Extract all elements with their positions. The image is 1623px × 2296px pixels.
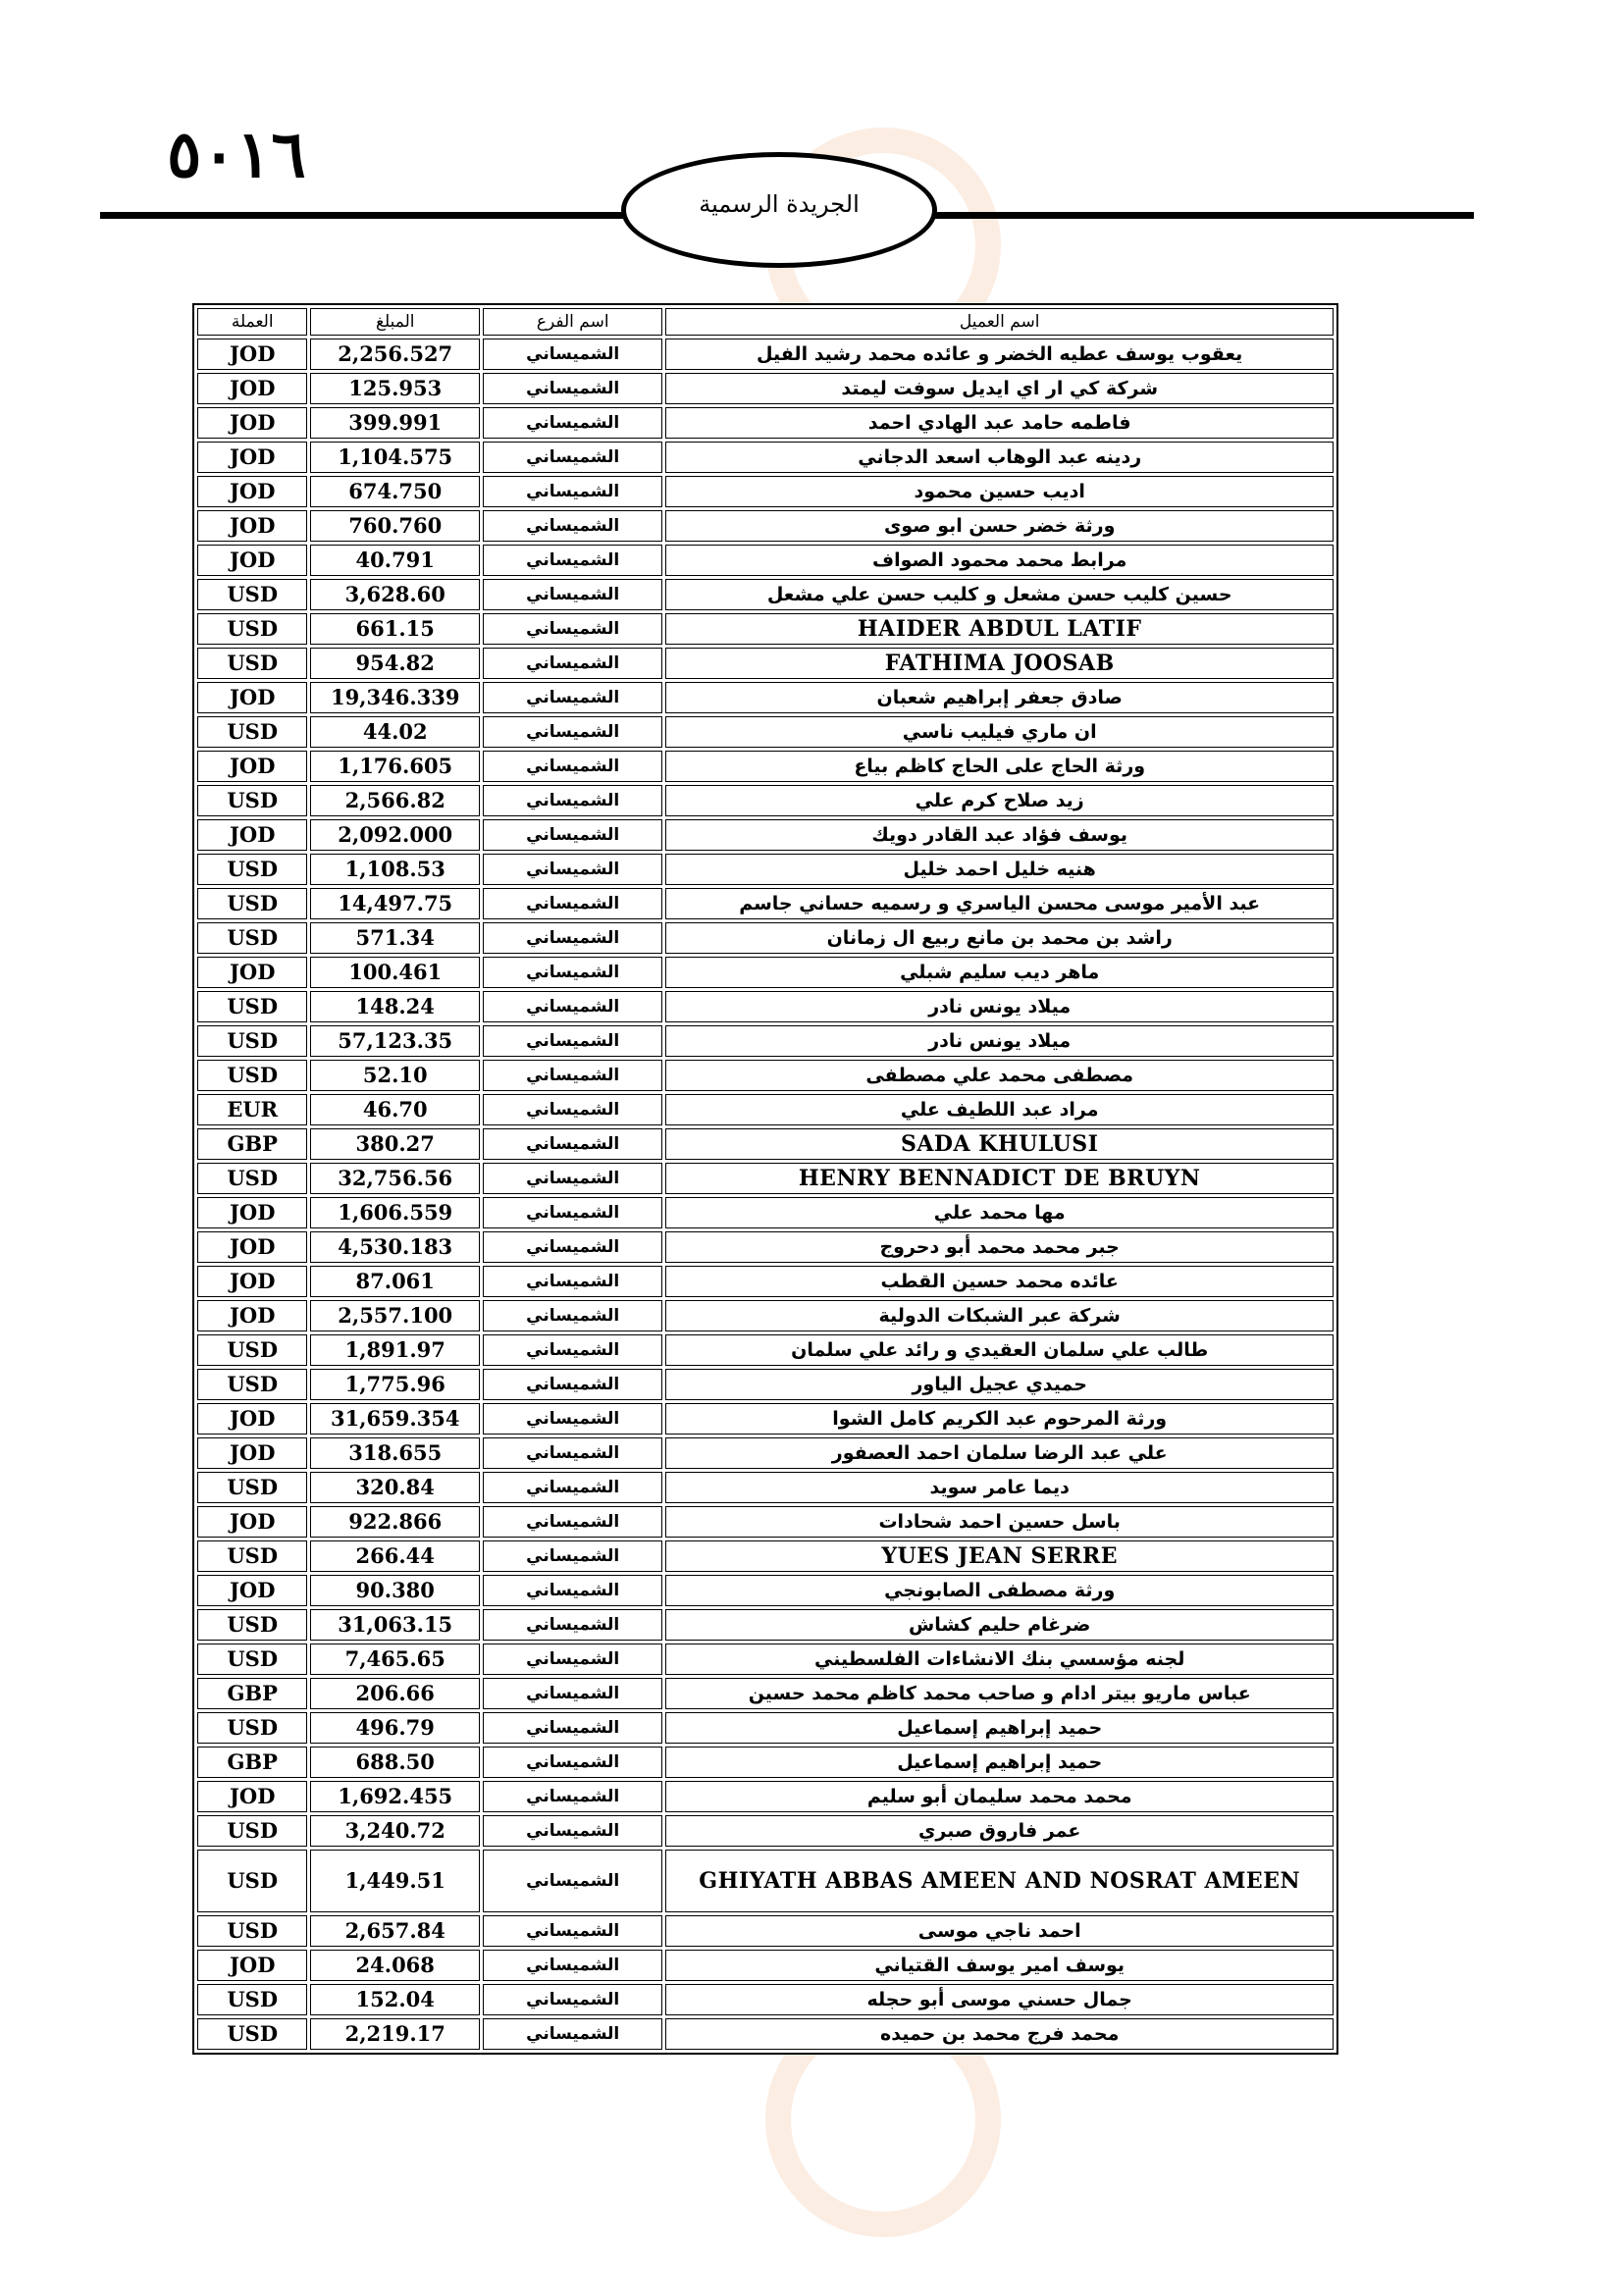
amount-cell: 3,240.72 [310,1815,480,1847]
client-name-cell: حسين كليب حسن مشعل و كليب حسن علي مشعل [665,579,1334,610]
currency-cell: USD [197,785,307,816]
currency-cell: USD [197,1334,307,1366]
branch-cell: الشميساني [483,1334,662,1366]
table-row [197,1025,1334,1057]
branch-cell: الشميساني [483,819,662,851]
currency-cell: JOD [197,1231,307,1263]
client-name-cell: مها محمد علي [665,1197,1334,1228]
client-name-cell: GHIYATH ABBAS AMEEN AND NOSRAT AMEEN [665,1850,1334,1912]
client-name-cell: يوسف فؤاد عبد القادر دويك [665,819,1334,851]
table-body [197,339,1334,2050]
amount-cell: 24.068 [310,1950,480,1981]
branch-cell: الشميساني [483,1128,662,1160]
amount-cell: 4,530.183 [310,1231,480,1263]
currency-cell: JOD [197,407,307,439]
client-name-cell: محمد محمد سليمان أبو سليم [665,1781,1334,1812]
table-row [197,1300,1334,1331]
client-name-cell: عبد الأمير موسى محسن الياسري و رسميه حساني جاسم [665,888,1334,919]
client-name-cell: زيد صلاح كرم علي [665,785,1334,816]
currency-cell: USD [197,1984,307,2015]
currency-cell: JOD [197,545,307,576]
currency-cell: USD [197,922,307,954]
currency-cell: GBP [197,1128,307,1160]
amount-cell: 32,756.56 [310,1163,480,1194]
currency-cell: USD [197,1472,307,1503]
amount-cell: 674.750 [310,476,480,507]
client-name-cell: عمر فاروق صبري [665,1815,1334,1847]
client-name-cell: محمد فرج محمد بن حميده [665,2018,1334,2050]
currency-cell: JOD [197,1506,307,1538]
amount-cell: 760.760 [310,510,480,542]
column-header-branch: اسم الفرع [483,308,662,336]
branch-cell: الشميساني [483,751,662,782]
currency-cell: JOD [197,1197,307,1228]
accounts-table [194,305,1336,2053]
currency-cell: JOD [197,1300,307,1331]
currency-cell: USD [197,1163,307,1194]
currency-cell: JOD [197,476,307,507]
amount-cell: 320.84 [310,1472,480,1503]
amount-cell: 148.24 [310,991,480,1022]
table-row [197,1815,1334,1847]
table-row [197,442,1334,473]
amount-cell: 31,659.354 [310,1403,480,1435]
currency-cell: JOD [197,751,307,782]
table-row [197,751,1334,782]
client-name-cell: ردينه عبد الوهاب اسعد الدجاني [665,442,1334,473]
client-name-cell: حميد إبراهيم إسماعيل [665,1712,1334,1744]
amount-cell: 14,497.75 [310,888,480,919]
branch-cell: الشميساني [483,922,662,954]
table-row [197,1540,1334,1572]
branch-cell: الشميساني [483,373,662,404]
table-row [197,545,1334,576]
table-row [197,1266,1334,1297]
table-row [197,1231,1334,1263]
branch-cell: الشميساني [483,991,662,1022]
amount-cell: 1,692.455 [310,1781,480,1812]
client-name-cell: يوسف امير يوسف القتياني [665,1950,1334,1981]
currency-cell: USD [197,1815,307,1847]
branch-cell: الشميساني [483,1815,662,1847]
branch-cell: الشميساني [483,545,662,576]
table-row [197,1781,1334,1812]
client-name-cell: ديما عامر سويد [665,1472,1334,1503]
currency-cell: USD [197,579,307,610]
currency-cell: JOD [197,682,307,713]
table-row [197,1163,1334,1194]
page-number: ٥٠١٦ [167,116,306,192]
branch-cell: الشميساني [483,1231,662,1263]
table-row [197,991,1334,1022]
currency-cell: USD [197,1060,307,1091]
branch-cell: الشميساني [483,1403,662,1435]
table-row [197,407,1334,439]
branch-cell: الشميساني [483,510,662,542]
amount-cell: 206.66 [310,1678,480,1709]
branch-cell: الشميساني [483,648,662,679]
amount-cell: 44.02 [310,716,480,748]
table-row [197,922,1334,954]
branch-cell: الشميساني [483,613,662,645]
client-name-cell: مرابط محمد محمود الصواف [665,545,1334,576]
table-row [197,613,1334,645]
currency-cell: USD [197,1915,307,1947]
amount-cell: 399.991 [310,407,480,439]
table-row [197,1984,1334,2015]
table-row [197,2018,1334,2050]
client-name-cell: عباس ماريو بيتر ادام و صاحب محمد كاظم محمد حسين [665,1678,1334,1709]
currency-cell: USD [197,648,307,679]
client-name-cell: ورثة الحاج على الحاج كاظم بياع [665,751,1334,782]
currency-cell: USD [197,613,307,645]
amount-cell: 46.70 [310,1094,480,1125]
branch-cell: الشميساني [483,1540,662,1572]
branch-cell: الشميساني [483,1163,662,1194]
table-row [197,1950,1334,1981]
table-row [197,957,1334,988]
currency-cell: USD [197,1609,307,1641]
branch-cell: الشميساني [483,716,662,748]
branch-cell: الشميساني [483,1094,662,1125]
table-row [197,682,1334,713]
amount-cell: 40.791 [310,545,480,576]
client-name-cell: HENRY BENNADICT DE BRUYN [665,1163,1334,1194]
table-row [197,1678,1334,1709]
amount-cell: 2,092.000 [310,819,480,851]
branch-cell: الشميساني [483,957,662,988]
currency-cell: USD [197,991,307,1022]
branch-cell: الشميساني [483,1781,662,1812]
currency-cell: USD [197,888,307,919]
currency-cell: USD [197,1540,307,1572]
client-name-cell: ورثة خضر حسن ابو صوى [665,510,1334,542]
branch-cell: الشميساني [483,1197,662,1228]
amount-cell: 7,465.65 [310,1644,480,1675]
branch-cell: الشميساني [483,1678,662,1709]
currency-cell: JOD [197,957,307,988]
branch-cell: الشميساني [483,2018,662,2050]
amount-cell: 380.27 [310,1128,480,1160]
amount-cell: 2,657.84 [310,1915,480,1947]
client-name-cell: ان ماري فيليب ناسي [665,716,1334,748]
client-name-cell: ورثة مصطفى الصابونجي [665,1575,1334,1606]
currency-cell: JOD [197,1781,307,1812]
table-row [197,1128,1334,1160]
amount-cell: 52.10 [310,1060,480,1091]
branch-cell: الشميساني [483,442,662,473]
currency-cell: JOD [197,1950,307,1981]
amount-cell: 1,449.51 [310,1850,480,1912]
amount-cell: 266.44 [310,1540,480,1572]
client-name-cell: حميدي عجيل الياور [665,1369,1334,1400]
currency-cell: USD [197,2018,307,2050]
client-name-cell: ماهر ديب سليم شبلي [665,957,1334,988]
amount-cell: 496.79 [310,1712,480,1744]
client-name-cell: FATHIMA JOOSAB [665,648,1334,679]
client-name-cell: راشد بن محمد بن مانع ربيع ال زمانان [665,922,1334,954]
table-row [197,339,1334,370]
table-row [197,854,1334,885]
currency-cell: USD [197,1850,307,1912]
client-name-cell: يعقوب يوسف عطيه الخضر و عائده محمد رشيد الفيل [665,339,1334,370]
client-name-cell: حميد إبراهيم إسماعيل [665,1747,1334,1778]
client-name-cell: صادق جعفر إبراهيم شعبان [665,682,1334,713]
branch-cell: الشميساني [483,785,662,816]
client-name-cell: احمد ناجي موسى [665,1915,1334,1947]
table-row [197,1915,1334,1947]
table-row [197,1369,1334,1400]
currency-cell: JOD [197,442,307,473]
table-row [197,476,1334,507]
table-row [197,1437,1334,1469]
amount-cell: 31,063.15 [310,1609,480,1641]
currency-cell: JOD [197,1403,307,1435]
branch-cell: الشميساني [483,1850,662,1912]
table-header-row [197,308,1334,336]
client-name-cell: اديب حسين محمود [665,476,1334,507]
column-header-amount: المبلغ [310,308,480,336]
table-row [197,1712,1334,1744]
branch-cell: الشميساني [483,682,662,713]
amount-cell: 3,628.60 [310,579,480,610]
client-name-cell: علي عبد الرضا سلمان احمد العصفور [665,1437,1334,1469]
table-row [197,1197,1334,1228]
client-name-cell: ورثة المرحوم عبد الكريم كامل الشوا [665,1403,1334,1435]
currency-cell: GBP [197,1678,307,1709]
client-name-cell: SADA KHULUSI [665,1128,1334,1160]
branch-cell: الشميساني [483,1747,662,1778]
table-row [197,1403,1334,1435]
table-row [197,1609,1334,1641]
client-name-cell: لجنه مؤسسي بنك الانشاءات الفلسطيني [665,1644,1334,1675]
table-row [197,1575,1334,1606]
currency-cell: GBP [197,1747,307,1778]
branch-cell: الشميساني [483,1915,662,1947]
amount-cell: 571.34 [310,922,480,954]
column-header-client: اسم العميل [665,308,1334,336]
page-title: الجريدة الرسمية [699,190,860,218]
amount-cell: 688.50 [310,1747,480,1778]
table-row [197,579,1334,610]
branch-cell: الشميساني [483,1266,662,1297]
client-name-cell: HAIDER ABDUL LATIF [665,613,1334,645]
client-name-cell: فاطمه حامد عبد الهادي احمد [665,407,1334,439]
branch-cell: الشميساني [483,1300,662,1331]
branch-cell: الشميساني [483,1060,662,1091]
branch-cell: الشميساني [483,1950,662,1981]
client-name-cell: ميلاد يونس نادر [665,1025,1334,1057]
amount-cell: 19,346.339 [310,682,480,713]
table-row [197,888,1334,919]
amount-cell: 57,123.35 [310,1025,480,1057]
amount-cell: 1,108.53 [310,854,480,885]
table-row [197,1850,1334,1912]
table-row [197,1747,1334,1778]
column-header-currency: العملة [197,308,307,336]
amount-cell: 152.04 [310,1984,480,2015]
branch-cell: الشميساني [483,1506,662,1538]
amount-cell: 125.953 [310,373,480,404]
amount-cell: 1,775.96 [310,1369,480,1400]
amount-cell: 1,606.559 [310,1197,480,1228]
branch-cell: الشميساني [483,1712,662,1744]
amount-cell: 2,566.82 [310,785,480,816]
client-name-cell: باسل حسين احمد شحادات [665,1506,1334,1538]
client-name-cell: جبر محمد محمد أبو دحروج [665,1231,1334,1263]
branch-cell: الشميساني [483,1609,662,1641]
currency-cell: USD [197,854,307,885]
branch-cell: الشميساني [483,1472,662,1503]
amount-cell: 90.380 [310,1575,480,1606]
branch-cell: الشميساني [483,1025,662,1057]
table-row [197,1472,1334,1503]
amount-cell: 922.866 [310,1506,480,1538]
branch-cell: الشميساني [483,407,662,439]
client-name-cell: مراد عبد اللطيف علي [665,1094,1334,1125]
branch-cell: الشميساني [483,1369,662,1400]
table-row [197,373,1334,404]
client-name-cell: شركة كي ار اي ايديل سوفت ليمتد [665,373,1334,404]
client-name-cell: هنيه خليل احمد خليل [665,854,1334,885]
branch-cell: الشميساني [483,476,662,507]
currency-cell: JOD [197,1437,307,1469]
branch-cell: الشميساني [483,1984,662,2015]
currency-cell: JOD [197,339,307,370]
table-row [197,1506,1334,1538]
table-row [197,1644,1334,1675]
table-row [197,510,1334,542]
header-oval [621,152,937,268]
currency-cell: USD [197,1644,307,1675]
amount-cell: 1,104.575 [310,442,480,473]
branch-cell: الشميساني [483,579,662,610]
amount-cell: 1,891.97 [310,1334,480,1366]
branch-cell: الشميساني [483,1437,662,1469]
amount-cell: 954.82 [310,648,480,679]
currency-cell: JOD [197,510,307,542]
currency-cell: USD [197,1369,307,1400]
branch-cell: الشميساني [483,888,662,919]
amount-cell: 87.061 [310,1266,480,1297]
branch-cell: الشميساني [483,1575,662,1606]
amount-cell: 661.15 [310,613,480,645]
currency-cell: EUR [197,1094,307,1125]
amount-cell: 2,219.17 [310,2018,480,2050]
currency-cell: USD [197,1025,307,1057]
client-name-cell: طالب علي سلمان العقيدي و رائد علي سلمان [665,1334,1334,1366]
client-name-cell: ضرغام حليم كشاش [665,1609,1334,1641]
table-row [197,1094,1334,1125]
table-row [197,1060,1334,1091]
amount-cell: 2,256.527 [310,339,480,370]
table-row [197,785,1334,816]
amount-cell: 100.461 [310,957,480,988]
amount-cell: 318.655 [310,1437,480,1469]
branch-cell: الشميساني [483,339,662,370]
client-name-cell: جمال حسني موسى أبو حجله [665,1984,1334,2015]
client-name-cell: عائده محمد حسين القطب [665,1266,1334,1297]
currency-cell: USD [197,1712,307,1744]
client-name-cell: شركة عبر الشبكات الدولية [665,1300,1334,1331]
table-row [197,1334,1334,1366]
branch-cell: الشميساني [483,854,662,885]
branch-cell: الشميساني [483,1644,662,1675]
currency-cell: JOD [197,373,307,404]
amount-cell: 1,176.605 [310,751,480,782]
client-name-cell: مصطفى محمد علي مصطفى [665,1060,1334,1091]
table-row [197,648,1334,679]
table-row [197,716,1334,748]
amount-cell: 2,557.100 [310,1300,480,1331]
currency-cell: JOD [197,1575,307,1606]
currency-cell: USD [197,716,307,748]
table-row [197,819,1334,851]
client-name-cell: ميلاد يونس نادر [665,991,1334,1022]
currency-cell: JOD [197,819,307,851]
client-name-cell: YUES JEAN SERRE [665,1540,1334,1572]
currency-cell: JOD [197,1266,307,1297]
